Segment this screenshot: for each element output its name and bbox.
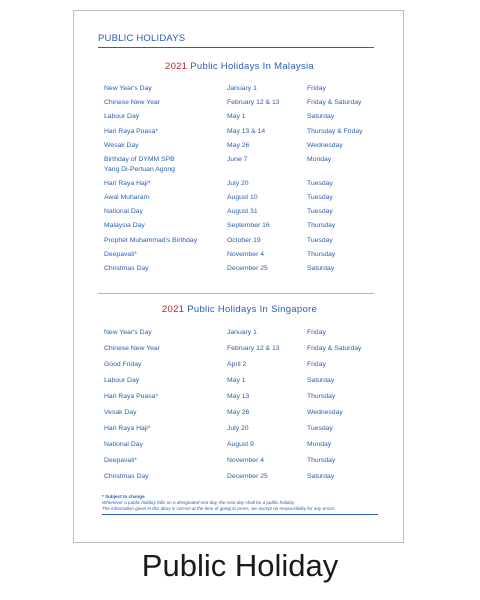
holiday-weekday: Saturday [307,473,335,480]
holiday-date: July 20 [227,179,249,187]
holiday-weekday: Friday [307,361,326,368]
holiday-name: Deepavali* [104,250,137,258]
holiday-date: January 1 [227,85,257,92]
holiday-weekday: Friday [307,85,326,92]
holiday-name: Birthday of DYMM SPB [104,156,175,163]
page-header: PUBLIC HOLIDAYS [98,33,374,48]
holiday-date: February 12 & 13 [227,99,280,107]
holiday-name: Wesak Day [104,141,139,149]
holiday-date: May 26 [227,409,250,416]
holiday-name: Hari Raya Haji* [104,179,151,187]
singapore-title: Public Holidays In Singapore [187,304,318,315]
holiday-date: July 20 [227,425,249,432]
holiday-weekday: Wednesday [307,141,343,149]
holiday-weekday: Tuesday [307,194,333,201]
holiday-date: August 31 [227,208,258,216]
holiday-name: Awal Muharam [104,194,150,201]
holiday-date: May 13 & 14 [227,127,266,135]
holiday-weekday: Thursday [307,222,336,230]
product-caption: Public Holiday [141,548,339,583]
holiday-date: May 1 [227,113,246,121]
holiday-weekday: Monday [307,156,332,163]
holiday-weekday: Wednesday [307,409,343,416]
holiday-weekday: Friday [307,329,326,336]
holiday-date: December 25 [227,473,268,480]
holiday-name: Christmas Day [104,473,149,480]
holiday-name: Vesak Day [104,409,137,416]
holiday-name: New Year's Day [104,85,152,92]
holiday-weekday: Tuesday [307,208,333,216]
holiday-name: Good Friday [104,361,142,368]
holiday-weekday: Tuesday [307,425,333,432]
holiday-name: National Day [104,441,143,448]
holiday-weekday: Friday & Saturday [307,99,362,107]
holiday-weekday: Saturday [307,265,335,272]
holiday-name: Labour Day [104,377,140,384]
footnote-title: * Subject to change [102,494,145,499]
holiday-weekday: Saturday [307,377,335,384]
holiday-name: Christmas Day [104,265,149,272]
holiday-weekday: Tuesday [307,236,333,244]
footnote-line-1: Whenever a public holiday falls on a designated rest day, the next day shall be a public holiday. [102,499,296,505]
holiday-date: November 4 [227,457,265,464]
holiday-weekday: Saturday [307,113,335,121]
section-divider [98,293,374,294]
singapore-year: 2021 [161,304,185,315]
malaysia-year: 2021 [164,61,188,72]
holiday-name: Hari Raya Puasa* [104,127,159,135]
holiday-date: May 1 [227,377,246,384]
holiday-weekday: Monday [307,441,332,448]
malaysia-title: Public Holidays In Malaysia [190,61,315,72]
holiday-date: May 13 [227,393,250,400]
holiday-name: Chinese New Year [104,99,160,107]
holiday-name: Deepavali* [104,457,137,464]
holiday-weekday: Thursday [307,457,336,464]
holiday-name: Prophet Muhammad's Birthday [104,236,198,244]
holiday-date: August 10 [227,194,258,201]
holiday-date: December 25 [227,265,268,272]
holiday-date: November 4 [227,250,265,258]
holiday-date: October 19 [227,236,261,244]
holiday-name: New Year's Day [104,329,152,336]
holiday-date: September 16 [227,222,270,230]
holiday-name: Labour Day [104,113,140,121]
holiday-name: Hari Raya Puasa* [104,393,159,400]
holiday-weekday: Friday & Saturday [307,345,362,352]
holiday-date: June 7 [227,156,248,163]
holiday-weekday: Thursday [307,393,336,400]
holiday-date: January 1 [227,329,257,336]
holiday-date: April 2 [227,361,247,368]
footnote [102,494,378,515]
holiday-name: National Day [104,208,143,216]
holiday-date: February 12 & 13 [227,345,280,352]
holiday-date: May 26 [227,141,250,149]
holiday-weekday: Thursday & Friday [307,127,363,135]
singapore-section-title [74,304,405,315]
holiday-name: Malaysia Day [104,222,145,230]
holiday-name-line-2: Yang Di-Pertuan Agong [104,165,175,173]
malaysia-section-title [74,61,405,72]
holiday-date: August 9 [227,441,254,448]
holiday-name: Chinese New Year [104,345,160,352]
holiday-weekday: Thursday [307,250,336,258]
holiday-weekday: Tuesday [307,179,333,187]
holiday-name: Hari Raya Haji* [104,425,151,432]
diary-page [73,10,404,543]
footnote-line-2: The information given in this diary is correct at the time of going to press, we accept no responsibility for any errors. [102,505,336,511]
